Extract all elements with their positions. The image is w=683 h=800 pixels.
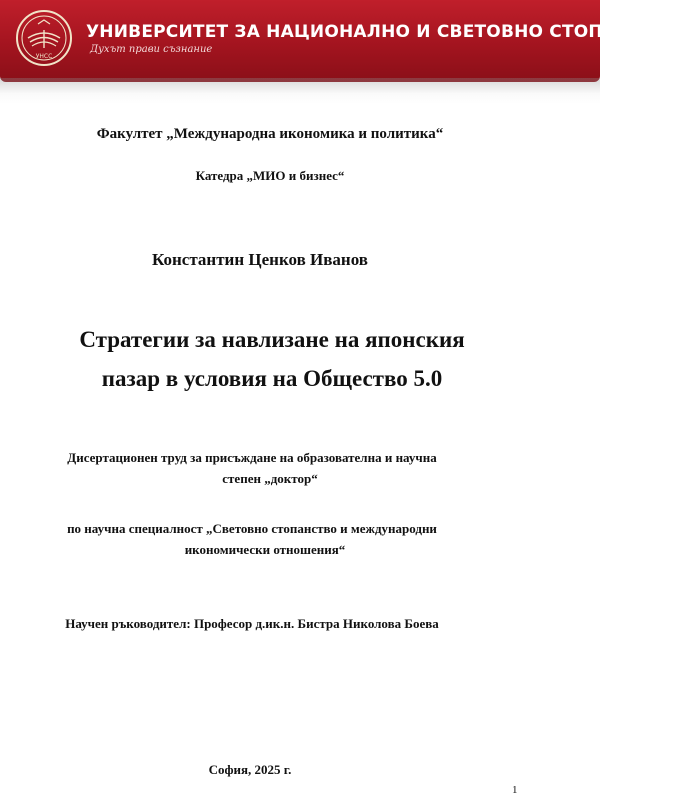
author-name: Константин Ценков Иванов [152,250,368,269]
university-motto: Духът прави съзнаниe [90,44,213,55]
page-number: 1 [512,784,518,796]
specialty-line-2: икономически отношения“ [184,542,346,557]
university-name: УНИВЕРСИТЕТ ЗА НАЦИОНАЛНО И СВЕТОВНО СТОПАНСТВО [86,22,683,42]
specialty-line-1: по научна специалност „Световно стопанство и международни [67,521,437,536]
banner-shadow [0,78,600,104]
scientific-supervisor: Научен ръководител: Професор д.ик.н. Бистра Николова Боева [65,616,439,631]
logo-text: УНСС [35,53,53,60]
faculty-name: Факултет „Международна икономика и политика“ [96,126,444,142]
degree-purpose-line-2: степен „доктор“ [222,471,318,486]
department-name: Катедра „МИО и бизнес“ [195,168,345,183]
degree-purpose-line-1: Дисертационен труд за присъждане на образователна и научна [67,450,437,465]
city-and-year: София, 2025 г. [208,762,292,777]
university-logo-icon [14,8,74,68]
thesis-title-line-1: Стратегии за навлизане на японския [79,327,465,352]
thesis-title-line-2: пазар в условия на Общество 5.0 [101,366,443,391]
university-header-banner [0,0,683,82]
